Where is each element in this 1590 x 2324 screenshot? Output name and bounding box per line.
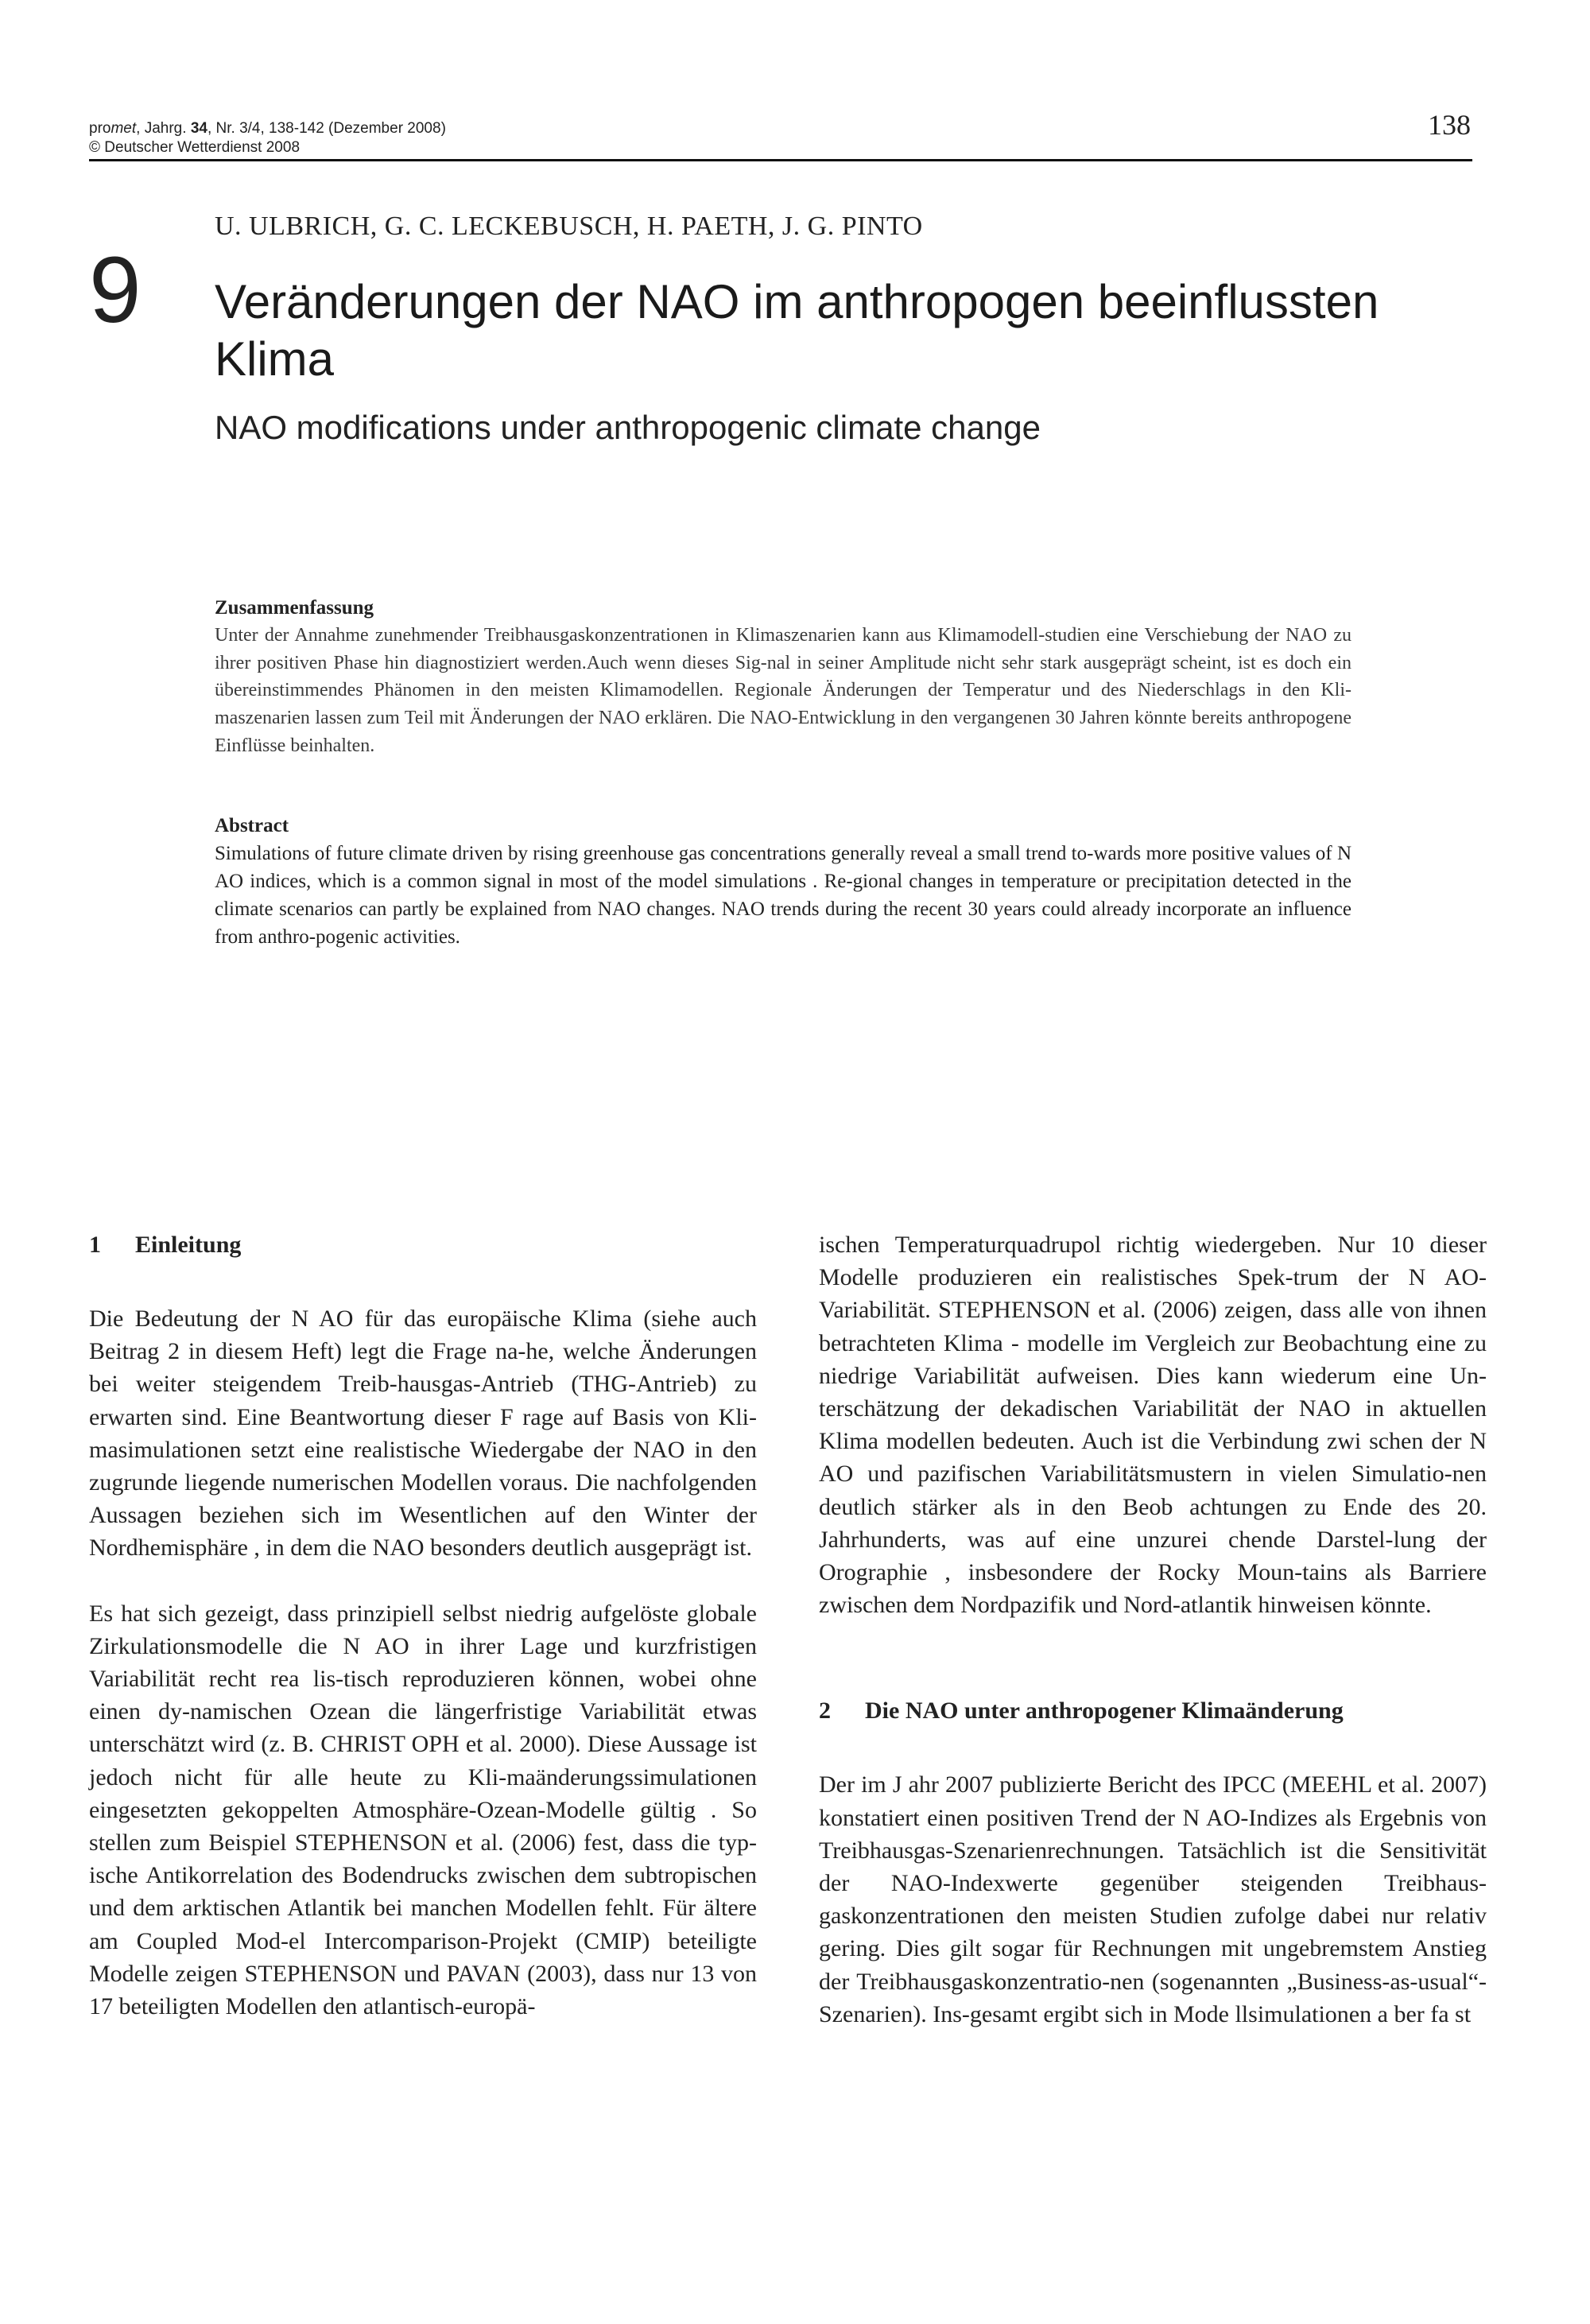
header-rule (89, 159, 1472, 161)
zusammenfassung-heading: Zusammenfassung (215, 597, 374, 619)
section-1-title: Einleitung (135, 1232, 242, 1258)
section-2-paragraph-1: Der im J ahr 2007 publizierte Bericht des IPCC (MEEHL et al. 2007) konstatiert einen positiven Trend der N AO-Indizes als Ergebnis von Treibhausgas-Szenarienrechnungen. Tatsächlich ist die Sensitivität der NAO-Indexwerte gegenüber steigenden Treibhaus-gaskonzentrationen den meisten Studien zufolge dabei nur relativ gering. Dies gilt sogar für Rechnungen mit ungebremstem Anstieg der Treibhausgaskonzentratio-nen (sogenannten „Business-as-usual“-Szenarien). Ins-gesamt ergibt sich in Mode llsimulationen a ber fa st (819, 1771, 1487, 2027)
volume-number: 34 (190, 120, 207, 137)
journal-name-italic: met (111, 120, 137, 137)
copyright-line: © Deutscher Wetterdienst 2008 (89, 139, 301, 156)
abstract-text: Simulations of future climate driven by rising greenhouse gas concentrations generally reveal a small trend to-wards more positive values of N AO indices, which is a common signal in most of the model simulations . Re-gional changes in temperature or precipitation detected in the climate scenarios can partly be explained from NAO changes. NAO trends during the recent 30 years could already incorporate an influence from anthro-pogenic activities. (215, 843, 1352, 948)
section-2-number: 2 (819, 1697, 831, 1725)
authors: U. ULBRICH, G. C. LECKEBUSCH, H. PAETH, J. G. PINTO (215, 211, 923, 241)
section-1-paragraph-3: ischen Temperaturquadrupol richtig wiedergeben. Nur 10 dieser Modelle produzieren ein realistisches Spek-trum der N AO-Variabilität. STEPHENSON et al. (2006) zeigen, dass alle von ihnen betrachteten Klima - modelle im Vergleich zur Beobachtung eine zu niedrige Variabilität aufweisen. Dies kann wiederum eine Un-terschätzung der dekadischen Variabilität der NAO in aktuellen Klima modellen bedeuten. Auch ist die Verbindung zwi schen der N AO und pazifischen Variabilitätsmustern in vielen Simulatio-nen deutlich stärker als in den Beob achtungen zu Ende des 20. Jahrhunderts, was auf eine unzurei chende Darstel-lung der Orographie , insbesondere der Rocky Moun-tains als Barriere zwischen dem Nordpazifik und Nord-atlantik hinweisen könnte. (819, 1232, 1487, 1619)
page-number: 138 (1428, 109, 1471, 141)
section-2-heading (819, 1694, 1487, 1727)
section-1-number: 1 (89, 1232, 101, 1258)
abstract-block (215, 813, 1352, 951)
section-1-heading (89, 1228, 757, 1261)
section-2-title: Die NAO unter anthropogener Klimaänderung (865, 1697, 1344, 1725)
section-1-paragraph-2: Es hat sich gezeigt, dass prinzipiell selbst niedrig aufgelöste globale Zirkulationsmodelle die N AO in ihrer Lage und kurzfristigen Variabilität recht rea lis-tisch reproduzieren können, wobei ohne einen dy-namischen Ozean die längerfristige Variabilität etwas unterschätzt wird (z. B. CHRIST OPH et al. 2000). Diese Aussage ist jedoch nicht für alle heute zu Kli-maänderungssimulationen eingesetzten gekoppelten Atmosphäre-Ozean-Modelle gültig . So stellen zum Beispiel STEPHENSON et al. (2006) fest, dass die typ-ische Antikorrelation des Bodendrucks zwischen dem subtropischen und dem arktischen Atlantik bei manchen Modellen fehlt. Für ältere am Coupled Mod-el Intercomparison-Projekt (CMIP) beteiligte Modelle zeigen STEPHENSON und PAVAN (2003), dass nur 13 von 17 beteiligten Modellen den atlantisch-europä- (89, 1600, 757, 2020)
journal-header (89, 119, 446, 157)
title-german: Veränderungen der NAO im anthropogen beeinflussten Klima (215, 275, 1379, 386)
right-column (819, 1228, 1487, 2031)
chapter-number: 9 (89, 238, 142, 343)
journal-citation: promet, Jahrg. 34, Nr. 3/4, 138-142 (Dezember 2008) (89, 120, 446, 137)
zusammenfassung-block (215, 595, 1352, 760)
zusammenfassung-text: Unter der Annahme zunehmender Treibhausgaskonzentrationen in Klimaszenarien kann aus Klimamodell-studien eine Verschiebung der NAO zu ihrer positiven Phase hin diagnostiziert werden.Auch wenn dieses Sig-nal in seiner Amplitude nicht sehr stark ausgeprägt scheint, ist es doch ein übereinstimmendes Phänomen in den meisten Klimamodellen. Regionale Änderungen der Temperatur und des Niederschlags in den Kli-maszenarien lassen zum Teil mit Änderungen der NAO erklären. Die NAO-Entwicklung in den vergangenen 30 Jahren könnte bereits anthropogene Einflüsse beinhalten. (215, 625, 1352, 756)
section-1-paragraph-1: Die Bedeutung der N AO für das europäische Klima (siehe auch Beitrag 2 in diesem Heft) legt die Frage na-he, welche Änderungen bei weiter steigendem Treib-hausgas-Antrieb (THG-Antrieb) zu erwarten sind. Eine Beantwortung dieser F rage auf Basis von Kli-masimulationen setzt eine realistische Wiedergabe der NAO in den zugrunde liegende numerischen Modellen voraus. Die nachfolgenden Aussagen beziehen sich im Wesentlichen auf den Winter der Nordhemisphäre , in dem die NAO besonders deutlich ausgeprägt ist. (89, 1306, 757, 1562)
left-column (89, 1228, 757, 2023)
abstract-heading: Abstract (215, 815, 289, 836)
title-english: NAO modifications under anthropogenic climate change (215, 409, 1041, 446)
